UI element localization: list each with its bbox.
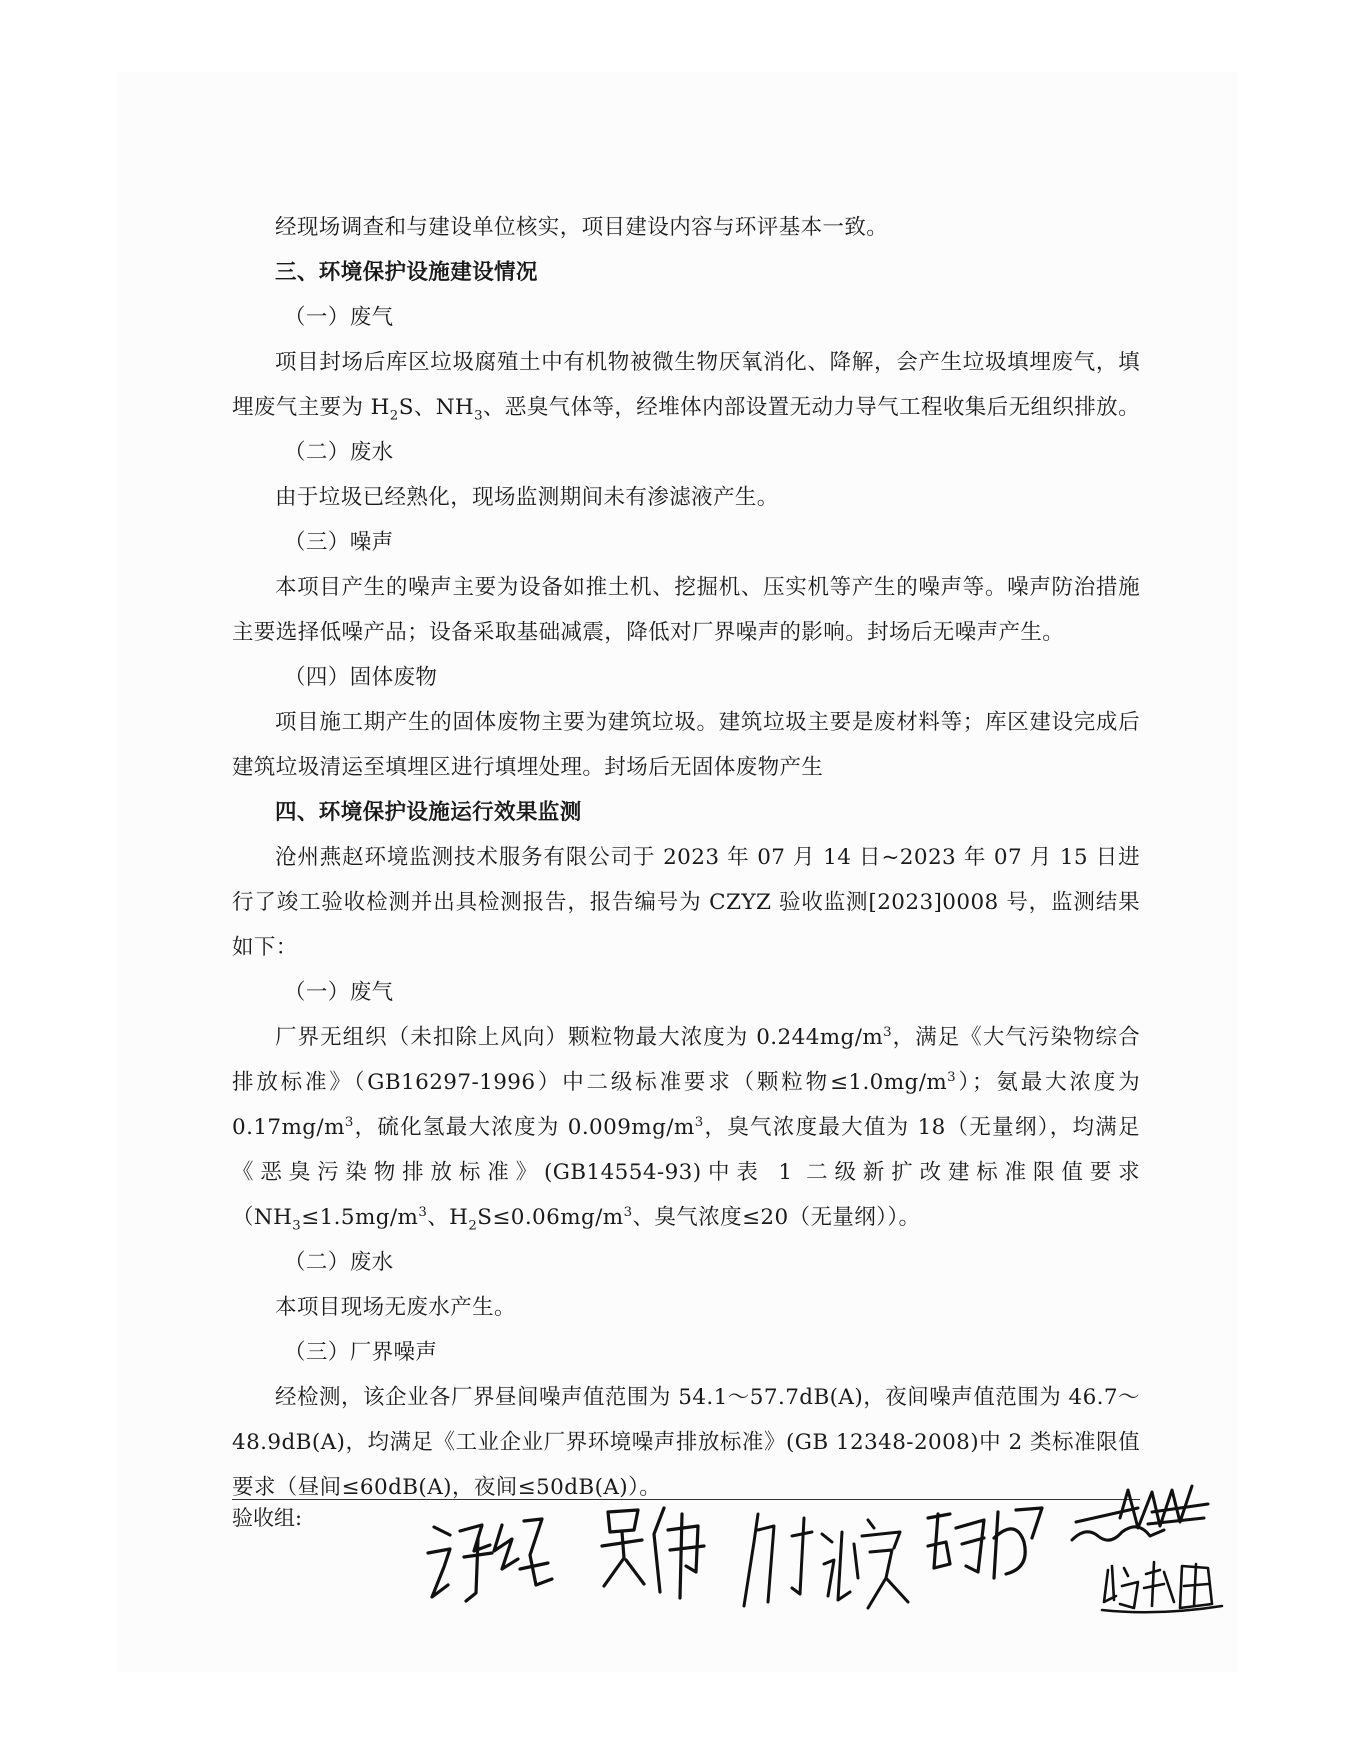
- document-body: [232, 205, 1140, 1510]
- section-4-gas-paragraph: 厂界无组织（未扣除上风向）颗粒物最大浓度为 $0.244mg/m^3$，满足《大气污染物综合排放标准》（GB16297-1996）中二级标准要求（颗粒物$\le 1.0mg/m^3$）；氨最大浓度为 $0.17mg/m^3$，硫化氢最大浓度为 $0.009mg/m^3$，臭气浓度最大值为 18（无量纲），均满足《恶臭污染物排放标准》(GB14554-93)中表 1 二级新扩改建标准限值要求（$NH_3\le 1.5mg/m^3$、$H_2S\le 0.06mg/m^3$、臭气浓度≤20（无量纲））。: [232, 1024, 1140, 1234]
- section-3-solid-heading: （四）固体废物: [284, 665, 438, 690]
- intro-paragraph: 经现场调查和与建设单位核实，项目建设内容与环评基本一致。: [275, 215, 889, 240]
- signature-2: [598, 1500, 716, 1605]
- section-4-noise-paragraph: 经检测，该企业各厂界昼间噪声值范围为 54.1～57.7dB(A)，夜间噪声值范围为 46.7～48.9dB(A)，均满足《工业企业厂界环境噪声排放标准》(GB 12348-2008)中 2 类标准限值要求（昼间≤60dB(A)，夜间≤50dB(A)）。: [232, 1385, 1140, 1500]
- section-3-solid-paragraph: 项目施工期产生的固体废物主要为建筑垃圾。建筑垃圾主要是废材料等；库区建设完成后建筑垃圾清运至填埋区进行填埋处理。封场后无固体废物产生: [232, 710, 1140, 780]
- signature-1: [420, 1505, 555, 1615]
- section-4-water-heading: （二）废水: [284, 1250, 394, 1275]
- section-3-noise-heading: （三）噪声: [284, 530, 394, 555]
- acceptance-group-label: 验收组:: [232, 1506, 303, 1530]
- section-3-water-heading: （二）废水: [284, 440, 394, 465]
- signature-4: [920, 1498, 1050, 1598]
- section-3-heading: 三、环境保护设施建设情况: [275, 260, 538, 285]
- section-4-gas-heading: （一）废气: [284, 980, 394, 1005]
- section-4-water-paragraph: 本项目现场无废水产生。: [275, 1295, 516, 1320]
- section-4-noise-heading: （三）厂界噪声: [284, 1340, 438, 1365]
- section-4-heading: 四、环境保护设施运行效果监测: [275, 800, 582, 825]
- signature-5: [1068, 1478, 1218, 1558]
- signature-6: [1098, 1556, 1228, 1620]
- section-3-noise-paragraph: 本项目产生的噪声主要为设备如推土机、挖掘机、压实机等产生的噪声等。噪声防治措施主要选择低噪产品；设备采取基础减震，降低对厂界噪声的影响。封场后无噪声产生。: [232, 575, 1140, 645]
- section-3-water-paragraph: 由于垃圾已经熟化，现场监测期间未有渗滤液产生。: [275, 485, 779, 510]
- section-4-intro-paragraph: 沧州燕赵环境监测技术服务有限公司于 2023 年 07 月 14 日~2023 年 07 月 15 日进行了竣工验收检测并出具检测报告，报告编号为 CZYZ 验收监测[2023]0008 号，监测结果如下：: [232, 845, 1140, 960]
- section-3-gas-paragraph: 项目封场后库区垃圾腐殖土中有机物被微生物厌氧消化、降解，会产生垃圾填埋废气，填埋废气主要为 $H_2S$、$NH_3$、恶臭气体等，经堆体内部设置无动力导气工程收集后无组织排放。: [232, 350, 1140, 424]
- signature-3: [738, 1508, 913, 1618]
- section-3-gas-heading: （一）废气: [284, 305, 394, 330]
